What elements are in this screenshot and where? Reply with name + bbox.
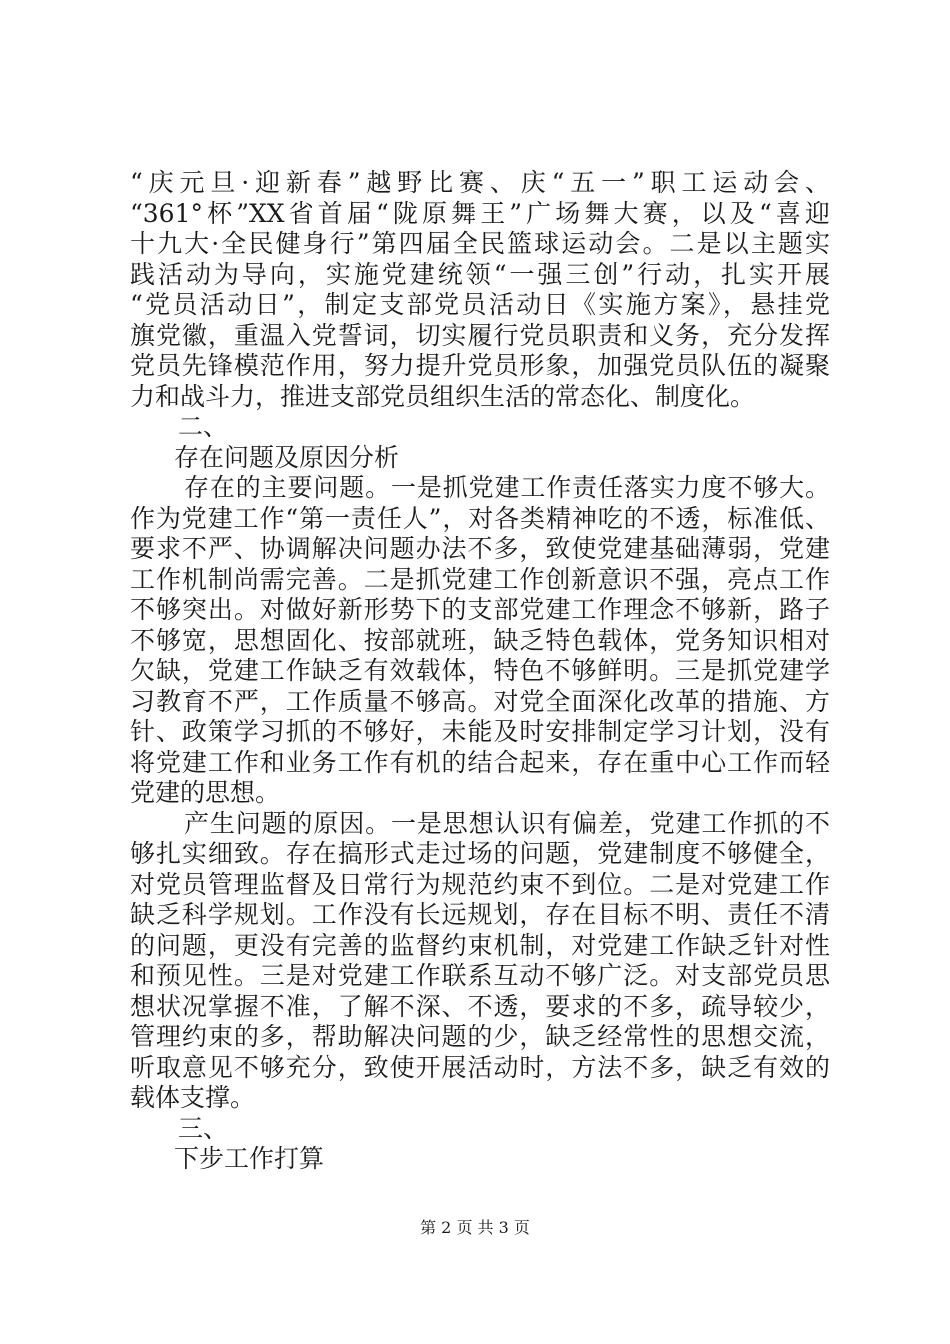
text-line: “党员活动日”，制定支部党员活动日《实施方案》，悬挂党	[130, 290, 830, 319]
text-line: 针、政策学习抓的不够好，未能及时安排制定学习计划，没有	[130, 717, 830, 746]
text-line: 和预见性。三是对党建工作联系互动不够广泛。对支部党员思	[130, 961, 830, 990]
section-three-title: 下步工作打算	[174, 1144, 325, 1173]
page-footer: 第 2 页 共 3 页	[420, 1218, 530, 1237]
document-body	[130, 168, 830, 1175]
text-line: 不够突出。对做好新形势下的支部党建工作理念不够新，路子	[130, 595, 830, 624]
text-line: 想状况掌握不准，了解不深、不透，要求的不多，疏导较少，	[130, 991, 830, 1021]
text-line: 的问题，更没有完善的监督约束机制，对党建工作缺乏针对性	[130, 930, 830, 960]
text-line: 十九大·全民健身行”第四届全民篮球运动会。二是以主题实	[130, 229, 830, 258]
text-line: 党员先锋模范作用，努力提升党员形象，加强党员队伍的凝聚	[130, 351, 830, 380]
text-line: 力和战斗力，推进支部党员组织生活的常态化、制度化。	[130, 381, 756, 411]
text-line: 党建的思想。	[130, 778, 281, 807]
text-line: 践活动为导向，实施党建统领“一强三创”行动，扎实开展	[130, 259, 830, 289]
text-line: 不够宽，思想固化、按部就班，缺乏特色载体，党务知识相对	[130, 625, 830, 655]
text-line: 作为党建工作“第一责任人”，对各类精神吃的不透，标准低、	[130, 503, 830, 533]
paragraph-causes	[130, 809, 830, 1114]
text-line: 管理约束的多，帮助解决问题的少，缺乏经常性的思想交流，	[130, 1022, 830, 1051]
text-line: 要求不严、协调解决问题办法不多，致使党建基础薄弱，党建	[130, 534, 830, 563]
section-two-title: 存在问题及原因分析	[174, 442, 400, 472]
text-line: 存在的主要问题。一是抓党建工作责任落实力度不够大。	[184, 473, 830, 502]
text-line: 旗党徽，重温入党誓词，切实履行党员职责和义务，充分发挥	[130, 320, 830, 350]
section-three-number: 三、	[178, 1113, 229, 1143]
text-line: 缺乏科学规划。工作没有长远规划，存在目标不明、责任不清	[130, 900, 830, 929]
text-line: 产生问题的原因。一是思想认识有偏差，党建工作抓的不	[184, 808, 830, 838]
text-line: 习教育不严，工作质量不够高。对党全面深化改革的措施、方	[130, 686, 830, 716]
text-line: “庆元旦·迎新春”越野比赛、庆“五一”职工运动会、	[130, 168, 830, 197]
text-line: 将党建工作和业务工作有机的结合起来，存在重中心工作而轻	[130, 747, 830, 777]
text-line: 欠缺，党建工作缺乏有效载体，特色不够鲜明。三是抓党建学	[130, 656, 830, 685]
text-line: “361°杯”XX省首届“陇原舞王”广场舞大赛，以及“喜迎	[130, 198, 830, 228]
text-line: 对党员管理监督及日常行为规范约束不到位。二是对党建工作	[130, 869, 830, 899]
text-line: 工作机制尚需完善。二是抓党建工作创新意识不强，亮点工作	[130, 564, 830, 594]
section-two-number: 二、	[178, 412, 229, 441]
paragraph-intro	[130, 168, 830, 412]
text-line: 载体支撑。	[130, 1083, 256, 1112]
text-line: 听取意见不够充分，致使开展活动时，方法不多，缺乏有效的	[130, 1052, 830, 1082]
text-line: 够扎实细致。存在搞形式走过场的问题，党建制度不够健全，	[130, 839, 830, 868]
paragraph-problems	[130, 473, 830, 809]
